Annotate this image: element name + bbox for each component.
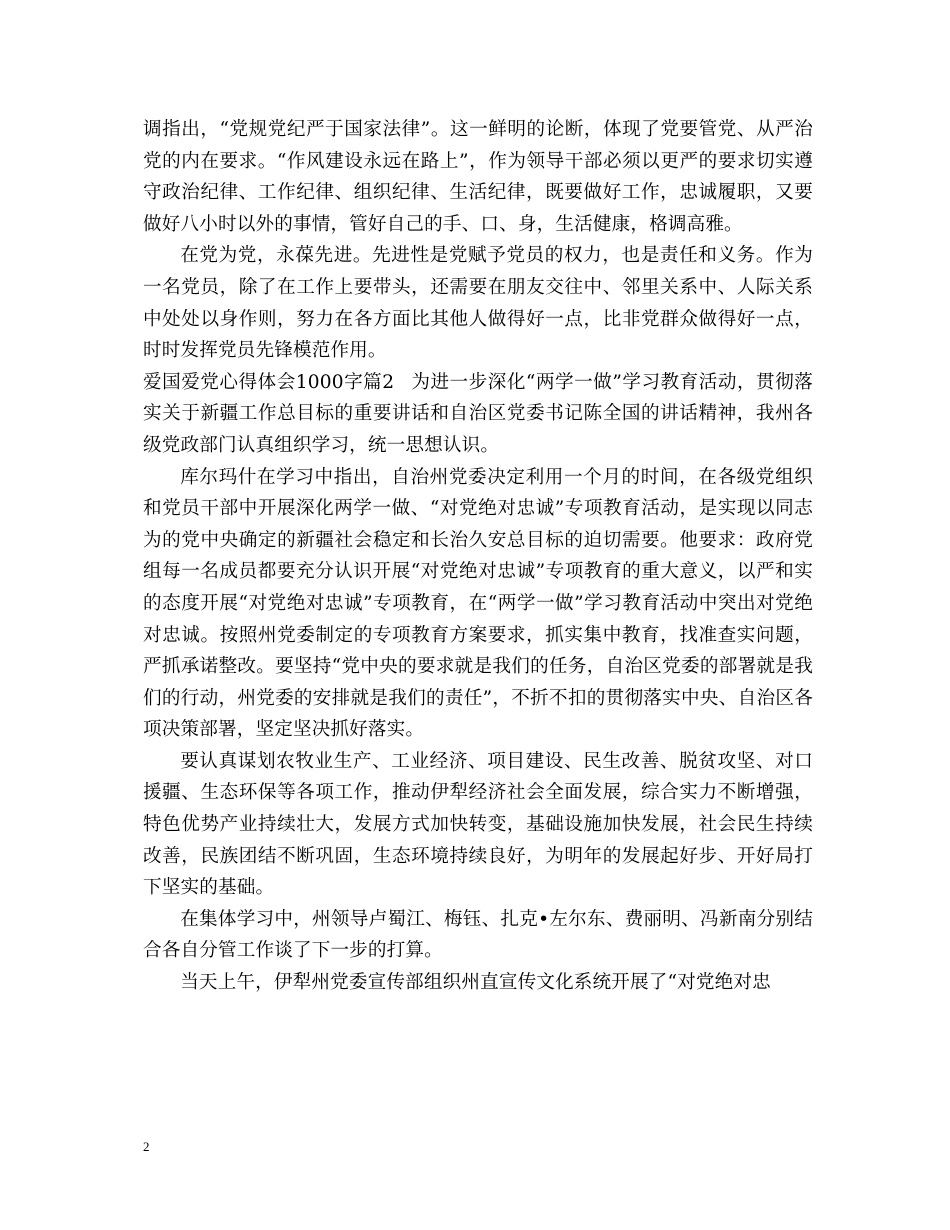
paragraph-3-text: 为进一步深化“两学一做”学习教育活动，贯彻落实关于新疆工作总目标的重要讲话和自治区党委书记陈全国的讲话精神，我州各级党政部门认真组织学习，统一思想认识。 (143, 371, 813, 456)
page-number: 2 (143, 1139, 150, 1154)
paragraph-7: 当天上午，伊犁州党委宣传部组织州直宣传文化系统开展了“对党绝对忠 (180, 972, 771, 994)
paragraph-5: 要认真谋划农牧业生产、工业经济、项目建设、民生改善、脱贫攻坚、对口援疆、生态环保等各项工作，推动伊犁经济社会全面发展，综合实力不断增强，特色优势产业持续壮大，发展方式加快转变，基础设施加快发展，社会民生持续改善，民族团结不断巩固，生态环境持续良好，为明年的发展起好步、开好局打下坚实的基础。 (143, 750, 813, 899)
paragraph-3 (143, 367, 813, 462)
paragraph-6: 在集体学习中，州领导卢蜀江、梅钰、扎克•左尔东、费丽明、冯新南分别结合各自分管工作谈了下一步的打算。 (143, 908, 813, 962)
paragraph-4: 库尔玛什在学习中指出，自治州党委决定利用一个月的时间，在各级党组织和党员干部中开展深化两学一做、“对党绝对忠诚”专项教育活动，是实现以同志为的党中央确定的新疆社会稳定和长治久安总目标的迫切需要。他要求：政府党组每一名成员都要充分认识开展“对党绝对忠诚”专项教育的重大意义，以严和实的态度开展“对党绝对忠诚”专项教育，在“两学一做”学习教育活动中突出对党绝对忠诚。按照州党委制定的专项教育方案要求，抓实集中教育，找准查实问题，严抓承诺整改。要坚持“党中央的要求就是我们的任务，自治区党委的部署就是我们的行动，州党委的安排就是我们的责任”，不折不扣的贯彻落实中央、自治区各项决策部署，坚定坚决抓好落实。 (143, 466, 813, 741)
section-heading: 爱国爱党心得体会1000字篇2 (143, 371, 395, 393)
paragraph-2: 在党为党，永葆先进。先进性是党赋予党员的权力，也是责任和义务。作为一名党员，除了在工作上要带头，还需要在朋友交往中、邻里关系中、人际关系中处处以身作则，努力在各方面比其他人做得好一点，比非党群众做得好一点，时时发挥党员先锋模范作用。 (143, 245, 813, 362)
document-body (143, 114, 813, 999)
paragraph-1: 调指出，“党规党纪严于国家法律”。这一鲜明的论断，体现了党要管党、从严治党的内在要求。“作风建设永远在路上”，作为领导干部必须以更严的要求切实遵守政治纪律、工作纪律、组织纪律、生活纪律，既要做好工作，忠诚履职，又要做好八小时以外的事情，管好自己的手、口、身，生活健康，格调高雅。 (143, 119, 813, 235)
